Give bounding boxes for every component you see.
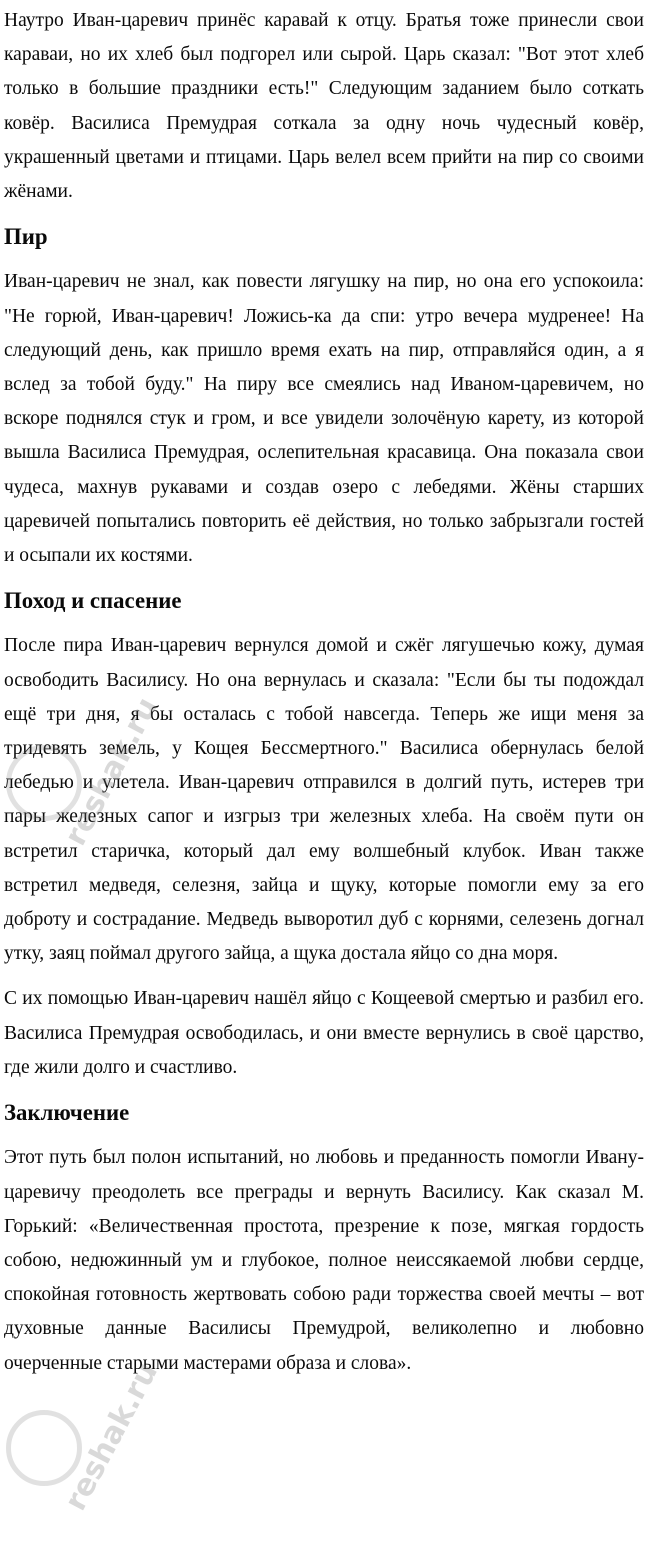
paragraph-feast: Иван-царевич не знал, как повести лягушку на пир, но она его успокоила: "Не горюй, Иван-царевич! Ложись-ка да спи: утро вечера мудренее! На следующий день, как пришло время ехать на пир, отправляйся один, а я вслед за тобой буду." На пиру все смеялись над Иваном-царевичем, но вскоре поднялся стук и гром, и все увидели золочёную карету, из которой вышла Василиса Премудрая, ослепительная красавица. Она показала свои чудеса, махнув рукавами и создав озеро с лебедями. Жёны старших царевичей попытались повторить её действия, но только забрызгали гостей и осыпали их костями. <box>4 271 644 567</box>
paragraph-intro: Наутро Иван-царевич принёс каравай к отцу. Братья тоже принесли свои караваи, но их хлеб был подгорел или сырой. Царь сказал: "Вот этот хлеб только в большие праздники есть!" Следующим заданием было соткать ковёр. Василиса Премудрая соткала за одну ночь чудесный ковёр, украшенный цветами и птицами. Царь велел всем прийти на пир со своими жёнами. <box>4 10 644 203</box>
watermark-bottom: reshak.ru <box>58 1356 166 1517</box>
paragraph-journey: После пира Иван-царевич вернулся домой и сжёг лягушечью кожу, думая освободить Василису. Но она вернулась и сказала: "Если бы ты подождал ещё три дня, я бы осталась с тобой навсегда. Теперь же ищи меня за тридевять земель, у Кощея Бессмертного." Василиса обернулась белой лебедью и улетела. Иван-царевич отправился в долгий путь, истерев три пары железных сапог и изгрыз три железных хлеба. На своём пути он встретил старичка, который дал ему волшебный клубок. Иван также встретил медведя, селезня, зайца и щуку, которые помогли ему за его доброту и сострадание. Медведь выворотил дуб с корнями, селезень догнал утку, заяц поймал другого зайца, а щука достала яйцо со дна моря. <box>4 635 644 965</box>
heading-journey: Поход и спасение <box>4 588 182 614</box>
paragraph-conclusion: Этот путь был полон испытаний, но любовь и преданность помогли Ивану-царевичу преодолеть все преграды и вернуть Василису. Как сказал М. Горький: «Величественная простота, презрение к позе, мягкая гордость собою, недюжинный ум и глубокое, полное неиссякаемой любви сердце, спокойная готовность жертвовать собою ради торжества своей мечты – вот духовные данные Василисы Премудрой, великолепно и любовно очерченные старыми мастерами образа и слова». <box>4 1147 644 1374</box>
heading-feast: Пир <box>4 224 48 250</box>
heading-conclusion: Заключение <box>4 1100 130 1126</box>
paragraph-rescue: С их помощью Иван-царевич нашёл яйцо с Кощеевой смертью и разбил его. Василиса Премудрая освободилась, и они вместе вернулись в своё царство, где жили долго и счастливо. <box>4 988 644 1078</box>
watermark-top: reshak.ru <box>58 691 166 852</box>
